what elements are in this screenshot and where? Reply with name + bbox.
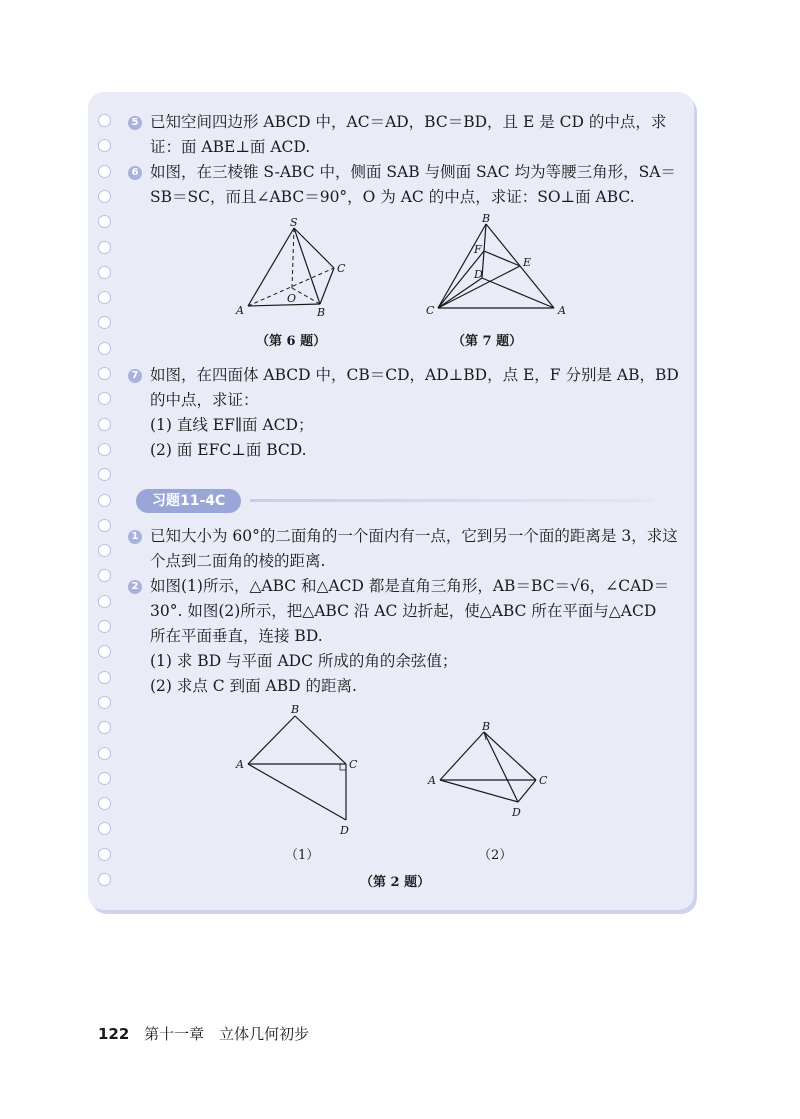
binder-hole <box>98 544 111 557</box>
label-E: E <box>523 256 532 269</box>
figure-2-caption: （第 2 题） <box>360 875 431 890</box>
edge-SB <box>294 228 320 304</box>
problem-7-line-2: 的中点，求证： <box>150 391 259 409</box>
problem-7-part-1: (1) 直线 EF∥面 ACD； <box>150 416 314 434</box>
chapter-title: 第十一章 立体几何初步 <box>144 1025 310 1043</box>
binder-hole <box>98 519 111 532</box>
problem-6-badge: 6 <box>128 166 142 180</box>
edge-DA <box>482 278 554 308</box>
binder-hole <box>98 696 111 709</box>
binder-hole <box>98 772 111 785</box>
binder-hole <box>98 342 111 355</box>
label-D: D <box>474 268 483 281</box>
page-number: 122 <box>98 1025 130 1043</box>
label-S: S <box>290 216 298 229</box>
label-D: D <box>512 806 521 819</box>
label-A: A <box>236 758 244 771</box>
binder-hole <box>98 494 111 507</box>
figure-6-pyramid <box>230 216 360 321</box>
label-F: F <box>474 243 482 256</box>
exercise-1-line-2: 个点到二面角的棱的距离. <box>150 552 326 570</box>
exercise-2-part-2: (2) 求点 C 到面 ABD 的距离. <box>150 677 357 695</box>
binder-hole <box>98 620 111 633</box>
binder-hole <box>98 671 111 684</box>
binder-hole <box>98 266 111 279</box>
binder-hole <box>98 595 111 608</box>
binder-hole <box>98 190 111 203</box>
label-B: B <box>482 720 491 733</box>
edge-BC <box>295 716 346 764</box>
label-B: B <box>317 306 326 319</box>
binder-hole <box>98 367 111 380</box>
edge-AD <box>248 764 346 820</box>
label-C: C <box>337 262 346 275</box>
label-C: C <box>426 304 435 317</box>
exercise-1-badge: 1 <box>128 530 142 544</box>
binder-hole <box>98 241 111 254</box>
label-O: O <box>287 292 297 305</box>
label-C: C <box>349 758 358 771</box>
problem-5-badge: 5 <box>128 116 142 130</box>
binder-hole <box>98 418 111 431</box>
edge-BD <box>484 732 518 802</box>
figure-2-2-caption: （2） <box>478 848 513 863</box>
exercise-2-badge: 2 <box>128 580 142 594</box>
problem-7-badge: 7 <box>128 369 142 383</box>
problem-6-line-1: 如图，在三棱锥 S-ABC 中，侧面 SAB 与侧面 SAC 均为等腰三角形，SA＝ <box>150 163 676 181</box>
binder-hole <box>98 291 111 304</box>
label-A: A <box>428 774 436 787</box>
exercise-1-line-1: 已知大小为 60°的二面角的一个面内有一点，它到另一个面的距离是 3，求这 <box>150 527 678 545</box>
exercise-2-part-1: (1) 求 BD 与平面 ADC 所成的角的余弦值； <box>150 652 458 670</box>
problem-7-line-1: 如图，在四面体 ABCD 中，CB＝CD，AD⊥BD，点 E，F 分别是 AB，BD <box>150 366 679 384</box>
binder-hole <box>98 114 111 127</box>
edge-CD <box>518 780 536 802</box>
binder-hole <box>98 873 111 886</box>
figure-2-1-triangles <box>232 702 372 842</box>
edge-BC <box>484 732 536 780</box>
edge-SC <box>294 228 334 268</box>
edge-CD <box>438 278 482 308</box>
figure-2-1-caption: （1） <box>285 848 320 863</box>
label-B: B <box>482 212 491 225</box>
label-C: C <box>539 774 548 787</box>
problem-5-line-2: 证：面 ABE⊥面 ACD. <box>150 138 311 156</box>
edge-AB <box>440 732 484 780</box>
label-A: A <box>558 304 566 317</box>
edge-AB <box>248 304 320 306</box>
label-A: A <box>236 304 244 317</box>
edge-AB <box>248 716 295 764</box>
label-B: B <box>291 703 300 716</box>
edge-AD <box>440 780 518 802</box>
binder-hole <box>98 747 111 760</box>
binder-hole <box>98 797 111 810</box>
problem-5-line-1: 已知空间四边形 ABCD 中，AC＝AD，BC＝BD，且 E 是 CD 的中点，求 <box>150 113 667 131</box>
binder-hole <box>98 443 111 456</box>
exercise-2-line-2: 30°. 如图(2)所示，把△ABC 沿 AC 边折起，使△ABC 所在平面与△ACD <box>150 602 657 620</box>
section-divider <box>250 499 654 502</box>
label-D: D <box>340 824 349 837</box>
binder-hole <box>98 165 111 178</box>
problem-7-part-2: (2) 面 EFC⊥面 BCD. <box>150 441 307 459</box>
exercise-2-line-1: 如图(1)所示，△ABC 和△ACD 都是直角三角形，AB＝BC＝√6，∠CAD＝ <box>150 577 670 595</box>
section-title-tag: 习题11-4C <box>136 489 241 513</box>
figure-6-caption: （第 6 题） <box>256 334 327 349</box>
segment-SO-hidden <box>292 228 294 288</box>
figure-7-caption: （第 7 题） <box>452 334 523 349</box>
figure-2-2-folded <box>424 718 564 828</box>
page-footer <box>98 1023 309 1044</box>
binder-hole <box>98 848 111 861</box>
figure-7-tetrahedron <box>422 212 572 321</box>
problem-6-line-2: SB＝SC，而且∠ABC＝90°，O 为 AC 的中点，求证：SO⊥面 ABC. <box>150 188 635 206</box>
exercise-2-line-3: 所在平面垂直，连接 BD. <box>150 627 323 645</box>
